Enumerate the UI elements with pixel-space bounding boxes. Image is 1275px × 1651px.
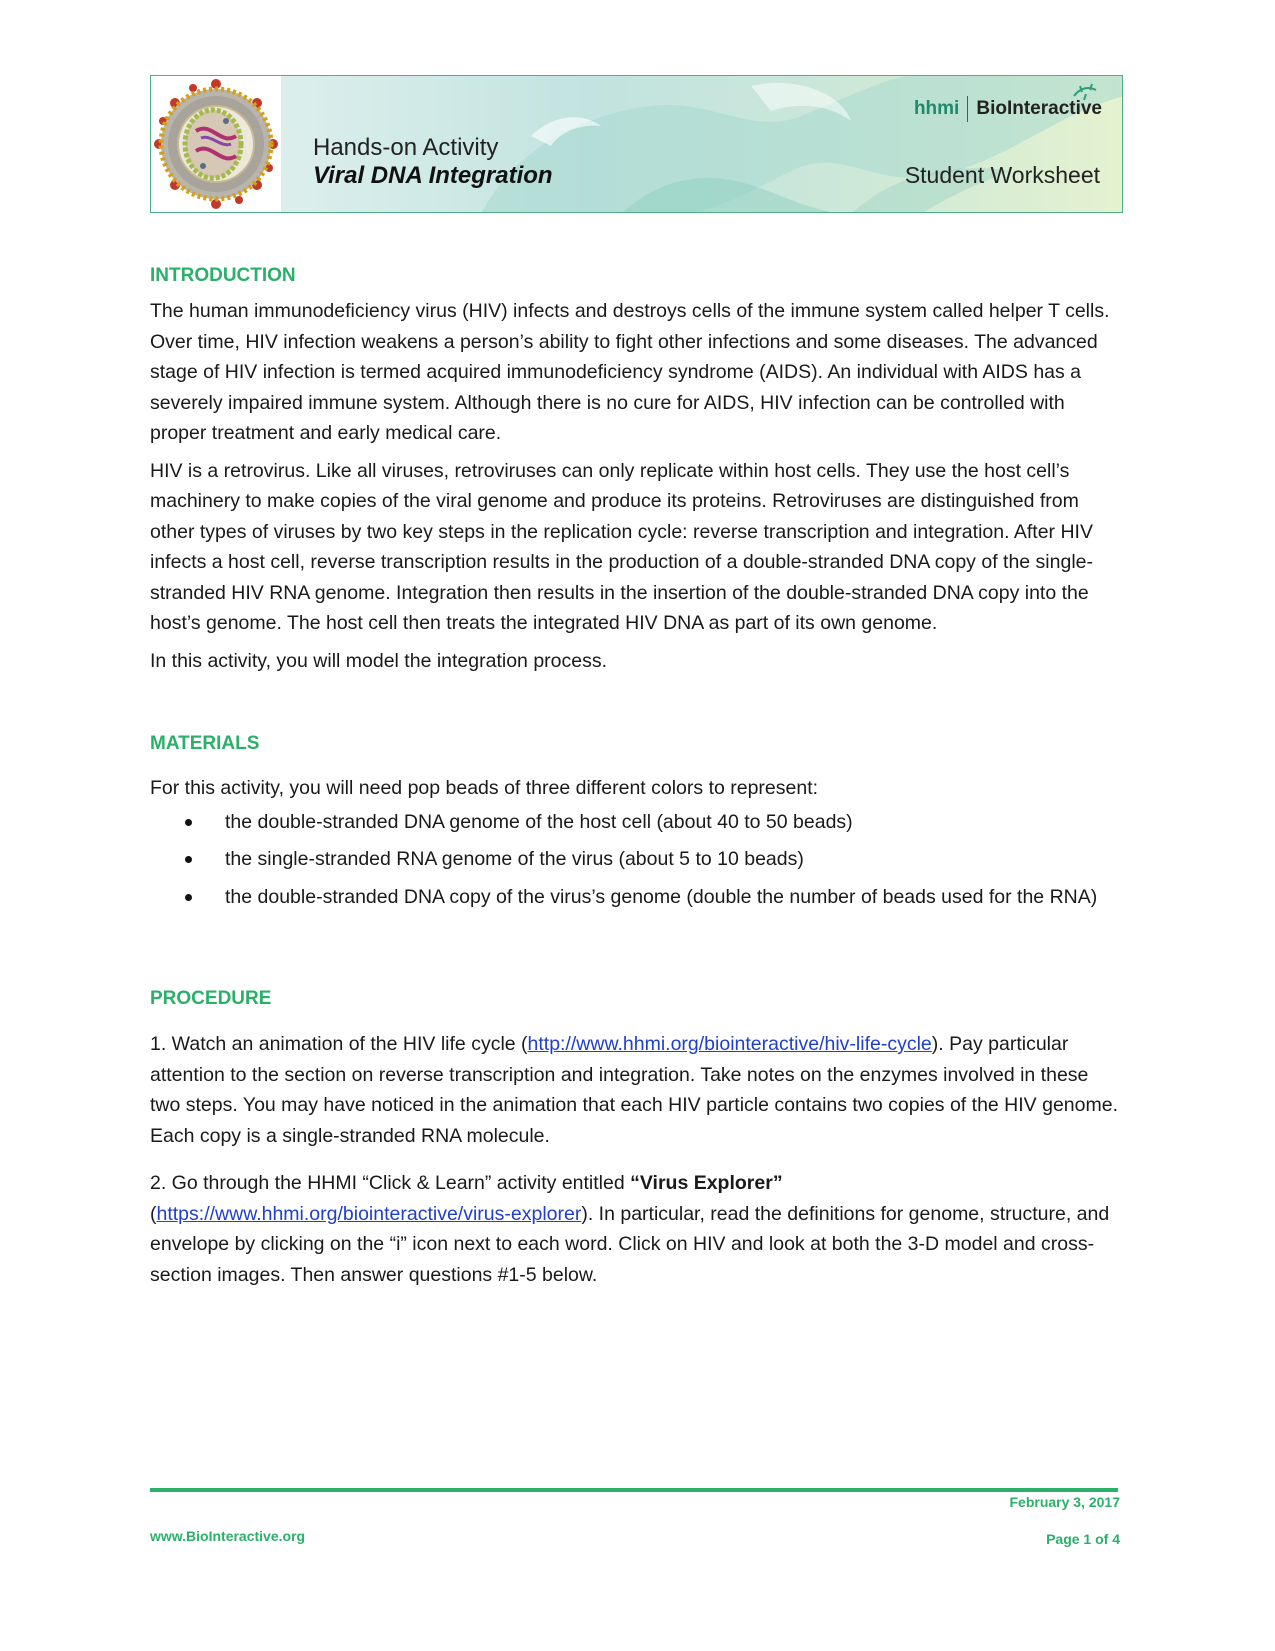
intro-paragraph: In this activity, you will model the integration process.	[150, 649, 608, 672]
materials-section	[150, 733, 1123, 755]
brand-hhmi: hhmi	[913, 98, 960, 119]
procedure-section	[150, 988, 1123, 1010]
procedure-step-2: 2. Go through the HHMI “Click & Learn” activity entitled “Virus Explorer” (https://www.hhmi.org/biointeractive/virus-explorer). In particular, read the definitions for genome, structure, and envelope by clicking on the “i” icon next to each word. Click on HIV and look at both the 3-D model and cross-section images. Then answer questions #1-5 below.	[150, 1172, 1110, 1286]
procedure-body	[150, 1029, 1123, 1290]
brand-separator	[967, 96, 968, 122]
list-item: the double-stranded DNA copy of the virus’s genome (double the number of beads used for the RNA)	[150, 882, 1123, 913]
materials-body	[150, 773, 1123, 919]
hiv-life-cycle-link[interactable]: http://www.hhmi.org/biointeractive/hiv-life-cycle	[527, 1033, 932, 1055]
procedure-step-1: 1. Watch an animation of the HIV life cycle (http://www.hhmi.org/biointeractive/hiv-life-cycle). Pay particular attention to the section on reverse transcription and integration. Take notes on the enzymes involved in these two steps. You may have noticed in the animation that each HIV particle contains two copies of the HIV genome. Each copy is a single-stranded RNA molecule.	[150, 1033, 1118, 1147]
header-banner	[150, 75, 1123, 213]
brand-logo	[914, 96, 1102, 122]
footer-divider	[150, 1488, 1118, 1492]
list-item: the single-stranded RNA genome of the virus (about 5 to 10 beads)	[150, 844, 1123, 875]
introduction-body	[150, 296, 1123, 676]
footer-date: February 3, 2017	[1009, 1494, 1120, 1510]
activity-title: Viral DNA Integration	[313, 162, 553, 189]
footer-website: www.BioInteractive.org	[150, 1528, 306, 1544]
introduction-section	[150, 265, 1123, 287]
activity-title-block	[313, 134, 553, 190]
bullet-icon	[185, 894, 192, 901]
materials-heading: MATERIALS	[150, 733, 260, 754]
footer-page-number: Page 1 of 4	[1046, 1531, 1120, 1547]
procedure-heading: PROCEDURE	[150, 988, 272, 1009]
brand-name: BioInteractive	[976, 98, 1102, 119]
virus-explorer-link[interactable]: https://www.hhmi.org/biointeractive/virus-explorer	[156, 1202, 582, 1225]
introduction-heading: INTRODUCTION	[150, 265, 296, 286]
worksheet-label: Student Worksheet	[904, 162, 1100, 188]
virus-explorer-title: “Virus Explorer”	[630, 1172, 783, 1194]
materials-list	[150, 807, 1123, 913]
list-item: the double-stranded DNA genome of the host cell (about 40 to 50 beads)	[150, 807, 1123, 838]
bullet-icon	[185, 856, 192, 863]
bullet-icon	[185, 819, 192, 826]
intro-paragraph: The human immunodeficiency virus (HIV) infects and destroys cells of the immune system called helper T cells. Over time, HIV infection weakens a person’s ability to fight other infections and some diseases. The advanced stage of HIV infection is termed acquired immunodeficiency syndrome (AIDS). An individual with AIDS has a severely impaired immune system. Although there is no cure for AIDS, HIV infection can be controlled with proper treatment and early medical care.	[150, 300, 1110, 444]
materials-intro: For this activity, you will need pop beads of three different colors to represent:	[150, 777, 819, 799]
intro-paragraph: HIV is a retrovirus. Like all viruses, retroviruses can only replicate within host cells. They use the host cell’s machinery to make copies of the viral genome and produce its proteins. Retroviruses are distinguished from other types of viruses by two key steps in the replication cycle: reverse transcription and integration. After HIV infects a host cell, reverse transcription results in the production of a double-stranded DNA copy of the single-stranded HIV RNA genome. Integration then results in the insertion of the double-stranded DNA copy into the host’s genome. The host cell then treats the integrated HIV DNA as part of its own genome.	[150, 459, 1093, 634]
hiv-virus-illustration	[151, 76, 281, 212]
activity-type: Hands-on Activity	[313, 134, 499, 161]
